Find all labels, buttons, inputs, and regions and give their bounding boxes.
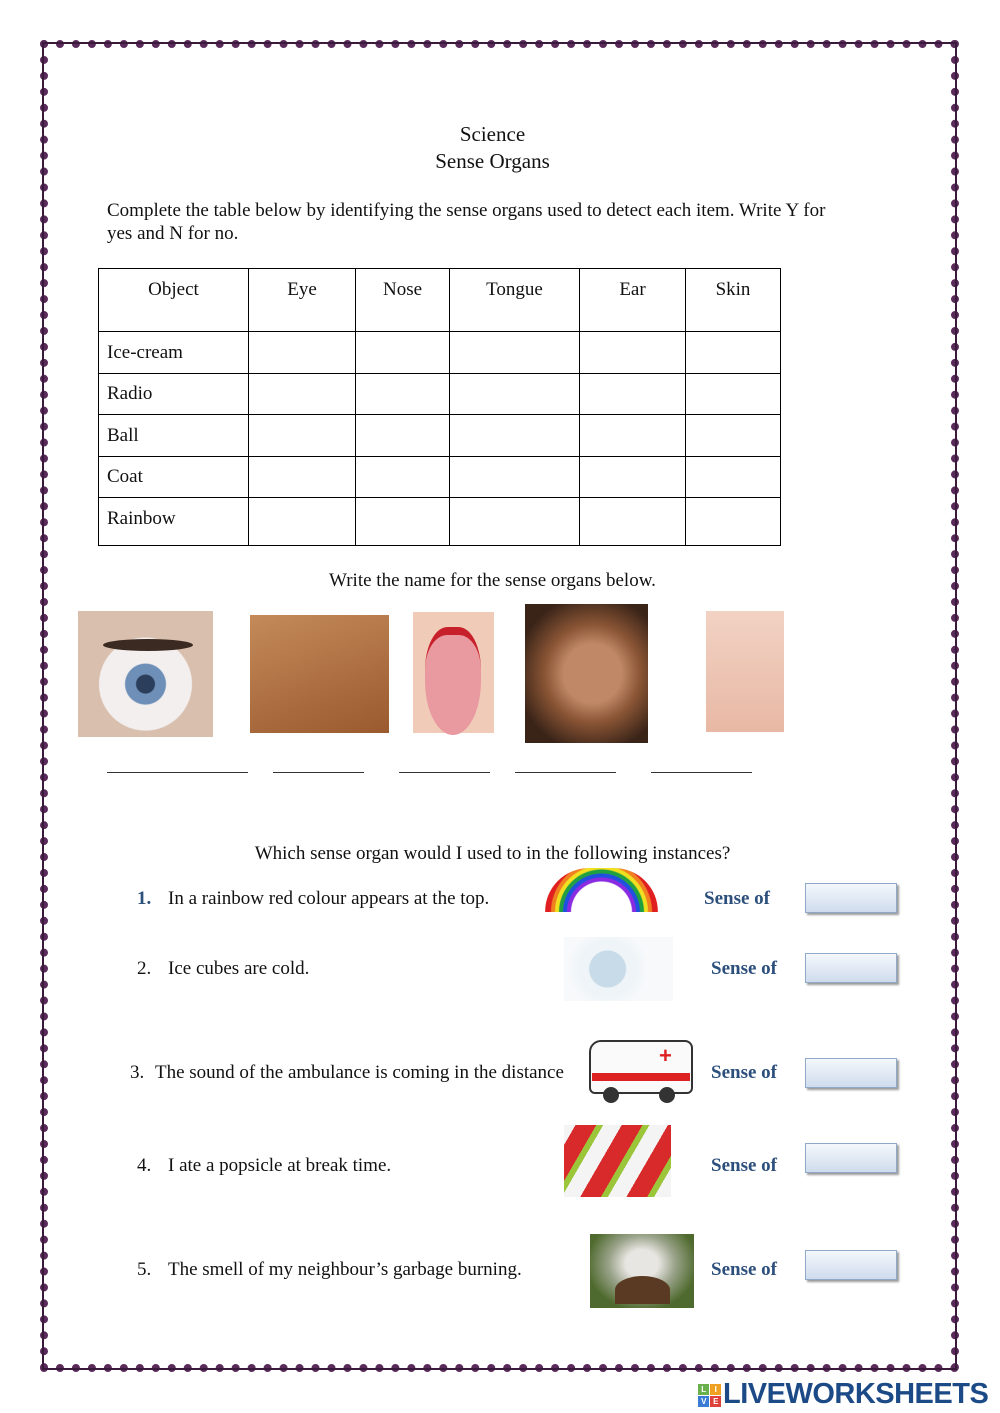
logo-text: LIVEWORKSHEETS <box>723 1378 989 1410</box>
burning-garbage-image <box>590 1234 694 1308</box>
header-ear: Ear <box>580 269 686 332</box>
answer-cell[interactable] <box>686 415 781 457</box>
answer-cell[interactable] <box>249 415 356 457</box>
answer-line-ear[interactable] <box>515 772 616 773</box>
answer-cell[interactable] <box>450 415 580 457</box>
subject-title: Science <box>459 122 526 146</box>
sense-of-label: Sense of <box>711 1062 777 1083</box>
answer-box-4[interactable] <box>805 1143 897 1173</box>
answer-cell[interactable] <box>686 498 781 546</box>
question-number: 2. <box>137 958 152 979</box>
header-nose: Nose <box>356 269 450 332</box>
answer-line-skin[interactable] <box>273 772 364 773</box>
tongue-image <box>413 612 494 733</box>
answer-cell[interactable] <box>580 374 686 415</box>
sense-table <box>98 268 781 546</box>
sense-of-label: Sense of <box>711 958 777 979</box>
question-text: I ate a popsicle at break time. <box>168 1155 392 1176</box>
skin-image <box>250 615 389 733</box>
badge-letter: V <box>698 1396 709 1407</box>
answer-cell[interactable] <box>249 374 356 415</box>
answer-cell[interactable] <box>249 457 356 498</box>
answer-cell[interactable] <box>450 498 580 546</box>
question-text: Ice cubes are cold. <box>168 958 310 979</box>
table-row <box>99 332 781 374</box>
answer-cell[interactable] <box>450 374 580 415</box>
header-eye: Eye <box>249 269 356 332</box>
table-row <box>99 374 781 415</box>
answer-box-3[interactable] <box>805 1058 897 1088</box>
question-text: In a rainbow red colour appears at the top. <box>168 888 490 909</box>
row-label: Coat <box>99 457 249 498</box>
ice-cubes-image <box>564 937 673 1001</box>
answer-cell[interactable] <box>356 498 450 546</box>
answer-cell[interactable] <box>686 457 781 498</box>
answer-line-tongue[interactable] <box>399 772 490 773</box>
answer-cell[interactable] <box>580 332 686 374</box>
badge-letter: L <box>698 1384 709 1395</box>
badge-letter: E <box>710 1396 721 1407</box>
section3-title: Which sense organ would I used to in the following instances? <box>254 843 731 864</box>
question-number: 5. <box>137 1259 152 1280</box>
row-label: Rainbow <box>99 498 249 546</box>
answer-line-nose[interactable] <box>651 772 752 773</box>
answer-cell[interactable] <box>686 374 781 415</box>
question-number: 1. <box>137 888 152 909</box>
header-object: Object <box>99 269 249 332</box>
row-label: Ball <box>99 415 249 457</box>
topic-title: Sense Organs <box>435 149 550 173</box>
answer-cell[interactable] <box>249 498 356 546</box>
answer-cell[interactable] <box>356 415 450 457</box>
sense-of-label: Sense of <box>711 1155 777 1176</box>
row-label: Radio <box>99 374 249 415</box>
answer-cell[interactable] <box>249 332 356 374</box>
row-label: Ice-cream <box>99 332 249 374</box>
ear-image <box>525 604 648 743</box>
liveworksheets-logo <box>698 1378 988 1411</box>
badge-letter: I <box>710 1384 721 1395</box>
answer-cell[interactable] <box>580 457 686 498</box>
answer-cell[interactable] <box>580 498 686 546</box>
answer-cell[interactable] <box>356 457 450 498</box>
question-text: The smell of my neighbour’s garbage burning. <box>168 1259 522 1280</box>
question-number: 4. <box>137 1155 152 1176</box>
question-number: 3. <box>130 1062 145 1083</box>
instructions-line-2: yes and N for no. <box>107 223 239 244</box>
answer-cell[interactable] <box>450 457 580 498</box>
table-row <box>99 415 781 457</box>
header-tongue: Tongue <box>450 269 580 332</box>
nose-image <box>706 611 784 732</box>
answer-cell[interactable] <box>450 332 580 374</box>
table-row <box>99 457 781 498</box>
answer-cell[interactable] <box>580 415 686 457</box>
answer-cell[interactable] <box>356 374 450 415</box>
answer-box-5[interactable] <box>805 1250 897 1280</box>
question-text: The sound of the ambulance is coming in the distance <box>155 1062 564 1083</box>
live-badge-icon <box>698 1384 721 1407</box>
instructions-line-1: Complete the table below by identifying the sense organs used to detect each item. Write Y for <box>107 200 826 221</box>
sense-of-label: Sense of <box>711 1259 777 1280</box>
section2-title: Write the name for the sense organs below. <box>329 570 656 591</box>
answer-box-1[interactable] <box>805 883 897 913</box>
answer-box-2[interactable] <box>805 953 897 983</box>
sense-of-label: Sense of <box>704 888 770 909</box>
table-row <box>99 498 781 546</box>
answer-cell[interactable] <box>686 332 781 374</box>
ambulance-image: + <box>589 1035 693 1105</box>
answer-cell[interactable] <box>356 332 450 374</box>
answer-line-eye[interactable] <box>107 772 248 773</box>
header-skin: Skin <box>686 269 781 332</box>
eye-image <box>78 611 213 737</box>
popsicles-image <box>564 1125 671 1197</box>
